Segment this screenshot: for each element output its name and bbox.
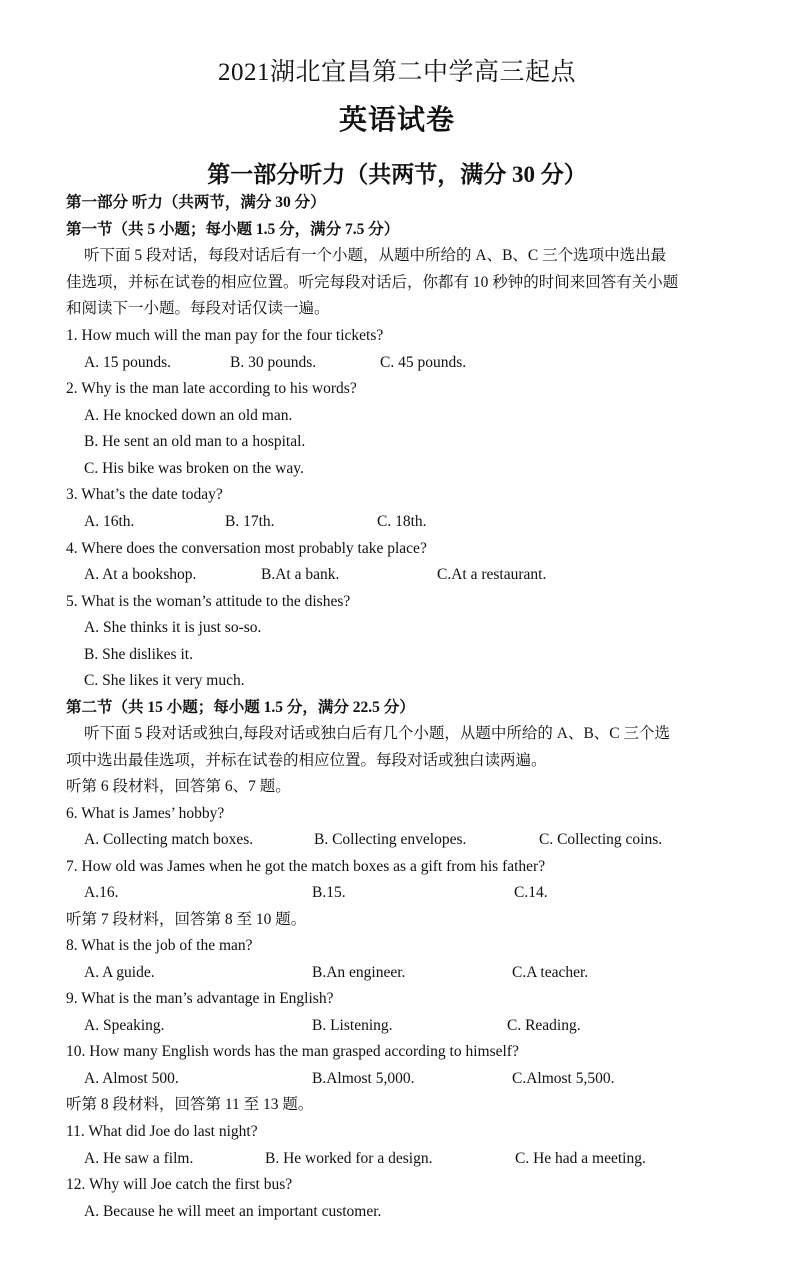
option-a: A. Almost 500. (84, 1070, 179, 1087)
exam-subtitle: 英语试卷 (338, 105, 455, 136)
option-a: A. 15 pounds. (84, 354, 171, 371)
option-b: B. Listening. (312, 1017, 393, 1034)
option-c: C. She likes it very much. (84, 672, 245, 689)
option-b: B.Almost 5,000. (312, 1070, 415, 1087)
option-b: B. 30 pounds. (230, 354, 317, 371)
option-a: A. He knocked down an old man. (84, 407, 293, 424)
option-a: A. At a bookshop. (84, 566, 197, 583)
option-a: A. She thinks it is just so-so. (84, 619, 262, 636)
question-stem: 6. What is James’ hobby? (66, 805, 225, 822)
option-a: A. Because he will meet an important customer. (84, 1203, 382, 1220)
option-b: B. He sent an old man to a hospital. (84, 433, 306, 450)
option-b: B.An engineer. (312, 964, 406, 981)
question-stem: 11. What did Joe do last night? (66, 1123, 258, 1140)
option-b: B. She dislikes it. (84, 646, 193, 663)
option-a: A. 16th. (84, 513, 135, 530)
question-stem: 12. Why will Joe catch the first bus? (66, 1176, 293, 1193)
option-c: C. 18th. (377, 513, 427, 530)
section2-instruction-line: 听下面 5 段对话或独白,每段对话或独白后有几个小题，从题中所给的 A、B、C 三个选 (84, 725, 670, 742)
option-c: C. His bike was broken on the way. (84, 460, 304, 477)
option-a: A.16. (84, 884, 119, 901)
option-b: B.15. (312, 884, 346, 901)
option-a: A. A guide. (84, 964, 155, 981)
part1-heading: 第一部分 听力（共两节，满分 30 分） (66, 194, 326, 211)
question-stem: 5. What is the woman’s attitude to the dishes? (66, 593, 351, 610)
option-c: C. He had a meeting. (515, 1150, 646, 1167)
option-c: C. Reading. (507, 1017, 581, 1034)
section1-instruction-line: 和阅读下一小题。每段对话仅读一遍。 (66, 300, 330, 317)
question-stem: 7. How old was James when he got the match boxes as a gift from his father? (66, 858, 546, 875)
section1-instruction-line: 佳选项，并标在试卷的相应位置。听完每段对话后，你都有 10 秒钟的时间来回答有关小题 (66, 274, 679, 291)
option-a: A. He saw a film. (84, 1150, 194, 1167)
option-b: B.At a bank. (261, 566, 340, 583)
material-note: 听第 6 段材料，回答第 6、7 题。 (66, 778, 291, 795)
option-b: B. Collecting envelopes. (314, 831, 467, 848)
section2-heading: 第二节（共 15 小题；每小题 1.5 分，满分 22.5 分） (66, 699, 415, 716)
section1-instruction-line: 听下面 5 段对话，每段对话后有一个小题，从题中所给的 A、B、C 三个选项中选出最 (84, 247, 667, 264)
exam-title: 2021湖北宜昌第二中学高三起点 (217, 59, 576, 86)
option-a: A. Speaking. (84, 1017, 165, 1034)
option-c: C.A teacher. (512, 964, 589, 981)
section1-heading: 第一节（共 5 小题；每小题 1.5 分，满分 7.5 分） (66, 221, 400, 238)
option-b: B. He worked for a design. (265, 1150, 433, 1167)
section2-instruction-line: 项中选出最佳选项，并标在试卷的相应位置。每段对话或独白读两遍。 (66, 752, 547, 769)
option-c: C. 45 pounds. (380, 354, 467, 371)
question-stem: 1. How much will the man pay for the four tickets? (66, 327, 384, 344)
question-stem: 2. Why is the man late according to his words? (66, 380, 357, 397)
material-note: 听第 7 段材料，回答第 8 至 10 题。 (66, 911, 307, 928)
option-b: B. 17th. (225, 513, 275, 530)
part-title: 第一部分听力（共两节，满分 30 分） (207, 162, 587, 187)
question-stem: 10. How many English words has the man grasped according to himself? (66, 1043, 519, 1060)
question-stem: 4. Where does the conversation most probably take place? (66, 540, 427, 557)
material-note: 听第 8 段材料，回答第 11 至 13 题。 (66, 1096, 314, 1113)
question-stem: 9. What is the man’s advantage in English? (66, 990, 334, 1007)
question-stem: 3. What’s the date today? (66, 486, 223, 503)
option-c: C.14. (514, 884, 548, 901)
question-stem: 8. What is the job of the man? (66, 937, 253, 954)
option-a: A. Collecting match boxes. (84, 831, 254, 848)
option-c: C.At a restaurant. (437, 566, 547, 583)
option-c: C. Collecting coins. (539, 831, 663, 848)
option-c: C.Almost 5,500. (512, 1070, 615, 1087)
